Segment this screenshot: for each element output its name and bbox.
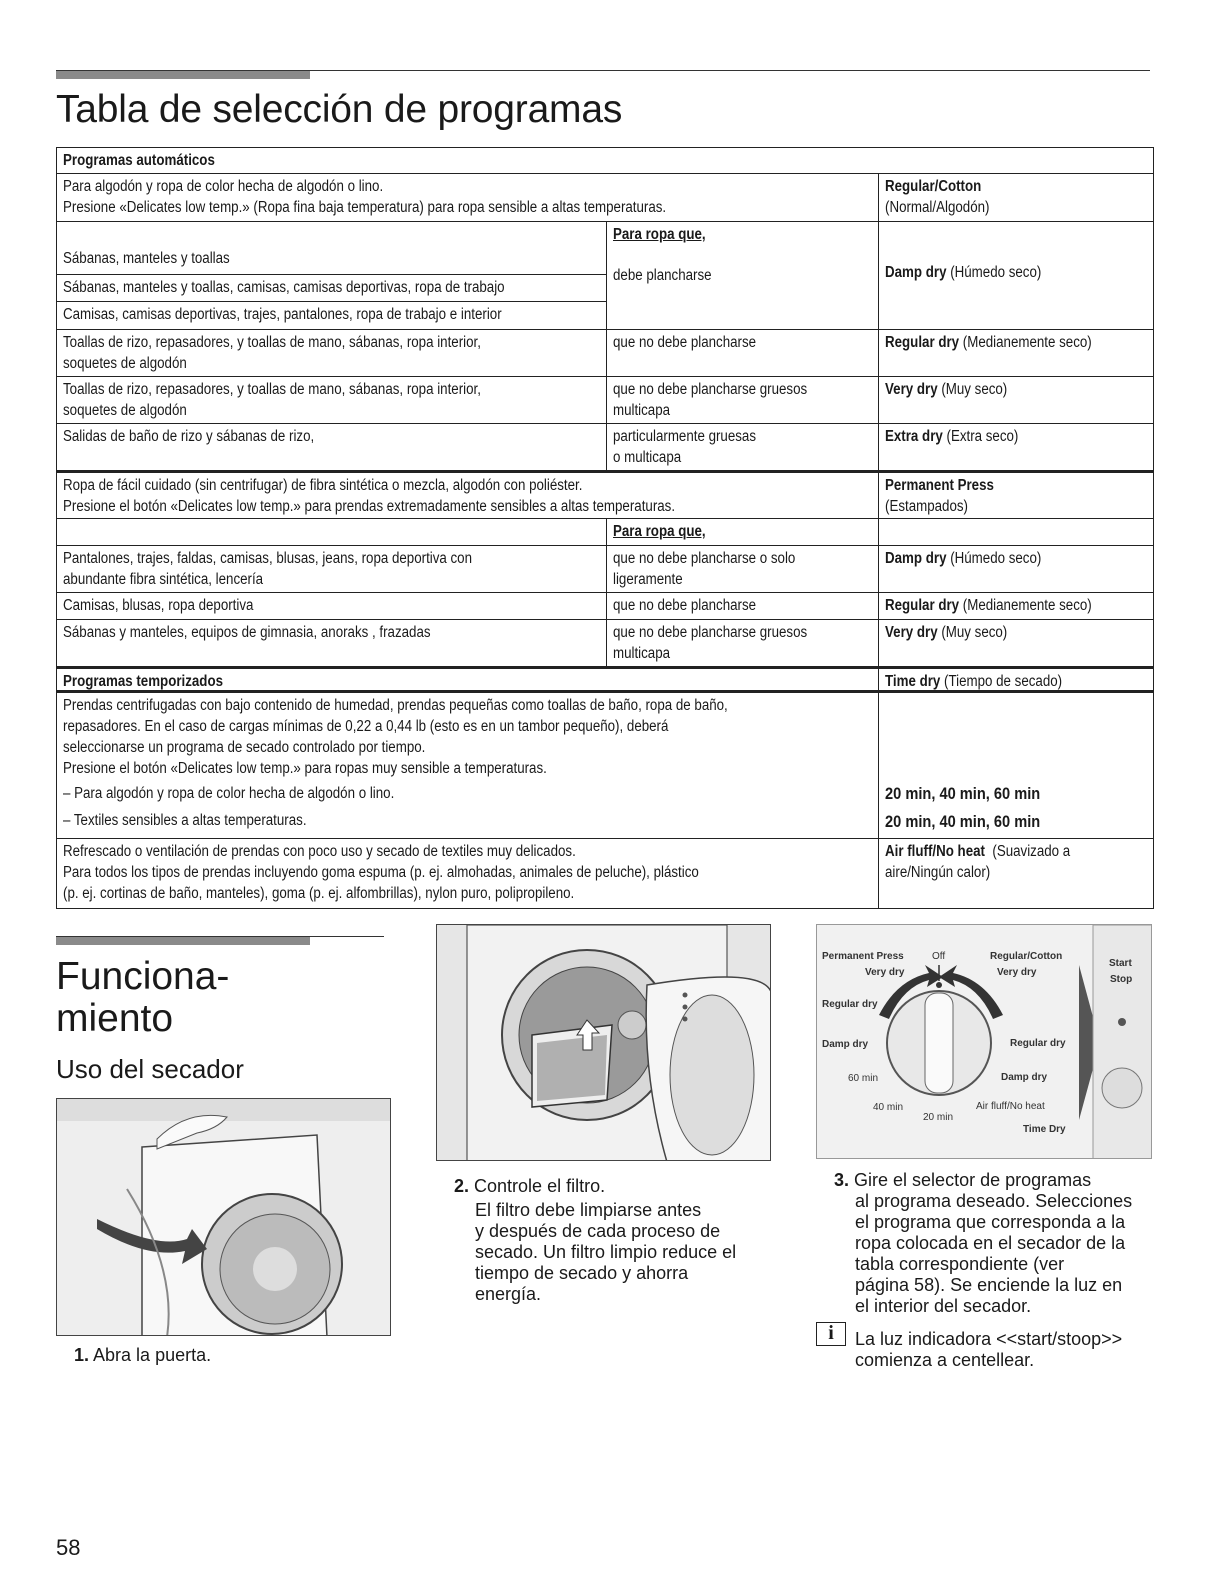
- page-number: 58: [56, 1535, 81, 1560]
- door-illustration: [56, 1098, 391, 1336]
- top-rule-accent: [56, 71, 310, 79]
- table-row-perm-damp: Pantalones, trajes, faldas, camisas, blusas, jeans, ropa deportiva con abundante fibra sintética, lencería que no debe plancharse o solo ligeramente Damp dry (Húmedo seco): [57, 545, 1153, 592]
- section-title: Funciona- miento: [56, 955, 230, 1040]
- table-row-perm: Ropa de fácil cuidado (sin centrifugar) de fibra sintética o mezcla, algodón con poliéster. Presione el botón «Delicates low temp.» para prendas extremadamente sensibles a altas temperaturas. Permanent Press (Estampados): [57, 470, 1153, 518]
- table-row-perm-sub: Para ropa que,: [57, 518, 1153, 545]
- table-row-regular: Toallas de rizo, repasadores, y toallas de mano, sábanas, ropa interior, soquetes de algodón que no debe plancharse Regular dry (Medianemente seco): [57, 329, 1153, 376]
- table-row-timed: Prendas centrifugadas con bajo contenido de humedad, prendas pequeñas como toallas de baño, ropa de baño, repasadores. En el caso de cargas mínimas de 0,22 a 0,44 lb (esto es en un tambor pequeño), deberá seleccionarse un programa de secado controlado por tiempo. Presione el botón «Delicates low temp.» para ropas muy sensible a temperaturas. – Para algodón y ropa de color hecha de algodón o lino. – Textiles sensibles a altas temperaturas. 20 min, 40 min, 60 min 20 min, 40 min, 60 min: [57, 692, 1153, 838]
- dial-illustration: [816, 924, 1152, 1159]
- dial-regular-cotton: Regular/Cotton: [990, 951, 1063, 962]
- dial-regular-dry-left: Regular dry: [822, 999, 878, 1010]
- dial-damp-dry-right: Damp dry: [1001, 1072, 1048, 1083]
- page-title: Tabla de selección de programas: [56, 88, 623, 131]
- table-row-damp: Sábanas, manteles y toallas Sábanas, manteles y toallas, camisas, camisas deportivas, ropa de trabajo Camisas, camisas deportivas, trajes, pantalones, ropa de trabajo e interior Para ropa que, debe plancharse Damp dry (Húmedo seco): [57, 221, 1153, 329]
- dial-time-dry: Time Dry: [1023, 1124, 1066, 1135]
- table-row-very: Toallas de rizo, repasadores, y toallas de mano, sábanas, ropa interior, soquetes de algodón que no debe plancharse gruesos multicapa Very dry (Muy seco): [57, 376, 1153, 423]
- info-icon: i: [816, 1322, 846, 1346]
- table-row-perm-very: Sábanas y manteles, equipos de gimnasia, anoraks , frazadas que no debe plancharse gruesos multicapa Very dry (Muy seco): [57, 619, 1153, 666]
- dial-very-dry-left: Very dry: [865, 967, 905, 978]
- info-note: La luz indicadora <<start/stoop>> comienza a centellear.: [855, 1329, 1123, 1370]
- dial-air-fluff: Air fluff/No heat: [976, 1101, 1045, 1112]
- table-header-auto: Programas automáticos: [63, 152, 215, 169]
- dial-very-dry-right: Very dry: [997, 967, 1037, 978]
- section-subtitle: Uso del secador: [56, 1054, 244, 1084]
- table-row-perm-regular: Camisas, blusas, ropa deportiva que no debe plancharse Regular dry (Medianemente seco): [57, 592, 1153, 619]
- filter-illustration: [436, 924, 771, 1161]
- table-row-cotton: Para algodón y ropa de color hecha de algodón o lino. Presione «Delicates low temp.» (Ropa fina baja temperatura) para ropa sensible a altas temperaturas. Regular/Cotton (Normal/Algodón): [57, 173, 1153, 221]
- step-1: 1. Abra la puerta.: [74, 1345, 212, 1365]
- dial-stop: Stop: [1110, 974, 1133, 985]
- dial-off: Off: [932, 951, 946, 962]
- table-header-timed: Programas temporizados Time dry (Tiempo de secado): [57, 666, 1153, 692]
- dial-regular-dry-right: Regular dry: [1010, 1038, 1066, 1049]
- table-row-fluff: Refrescado o ventilación de prendas con poco uso y secado de textiles muy delicados. Para todos los tipos de prendas incluyendo goma espuma (p. ej. almohadas, animales de peluche), plástico (p. ej. cortinas de baño, manteles), goma (p. ej. alfombrillas), nylon puro, polipropileno. Air fluff/No heat (Suavizado a aire/Ningún calor): [57, 838, 1153, 908]
- table-row-extra: Salidas de baño de rizo y sábanas de rizo, particularmente gruesas o multicapa Extra dry (Extra seco): [57, 423, 1153, 470]
- step-3: 3. Gire el selector de programas al programa deseado. Selecciones el programa que corresponda a la ropa colocada en el secador de la tabla correspondiente (ver página 58). Se enciende la luz en el interior del secador.: [834, 1170, 1133, 1316]
- dial-permanent-press: Permanent Press: [822, 951, 904, 962]
- dial-damp-dry-left: Damp dry: [822, 1039, 869, 1050]
- dial-20min: 20 min: [923, 1112, 954, 1123]
- step-2: 2. Controle el filtro. El filtro debe limpiarse antes y después de cada proceso de secado. Un filtro limpio reduce el tiempo de secado y ahorra energía.: [454, 1176, 737, 1304]
- section-rule-accent: [56, 937, 310, 945]
- dial-start: Start: [1109, 958, 1132, 969]
- program-table: [56, 147, 1154, 909]
- dial-40min: 40 min: [873, 1102, 904, 1113]
- dial-60min: 60 min: [848, 1073, 879, 1084]
